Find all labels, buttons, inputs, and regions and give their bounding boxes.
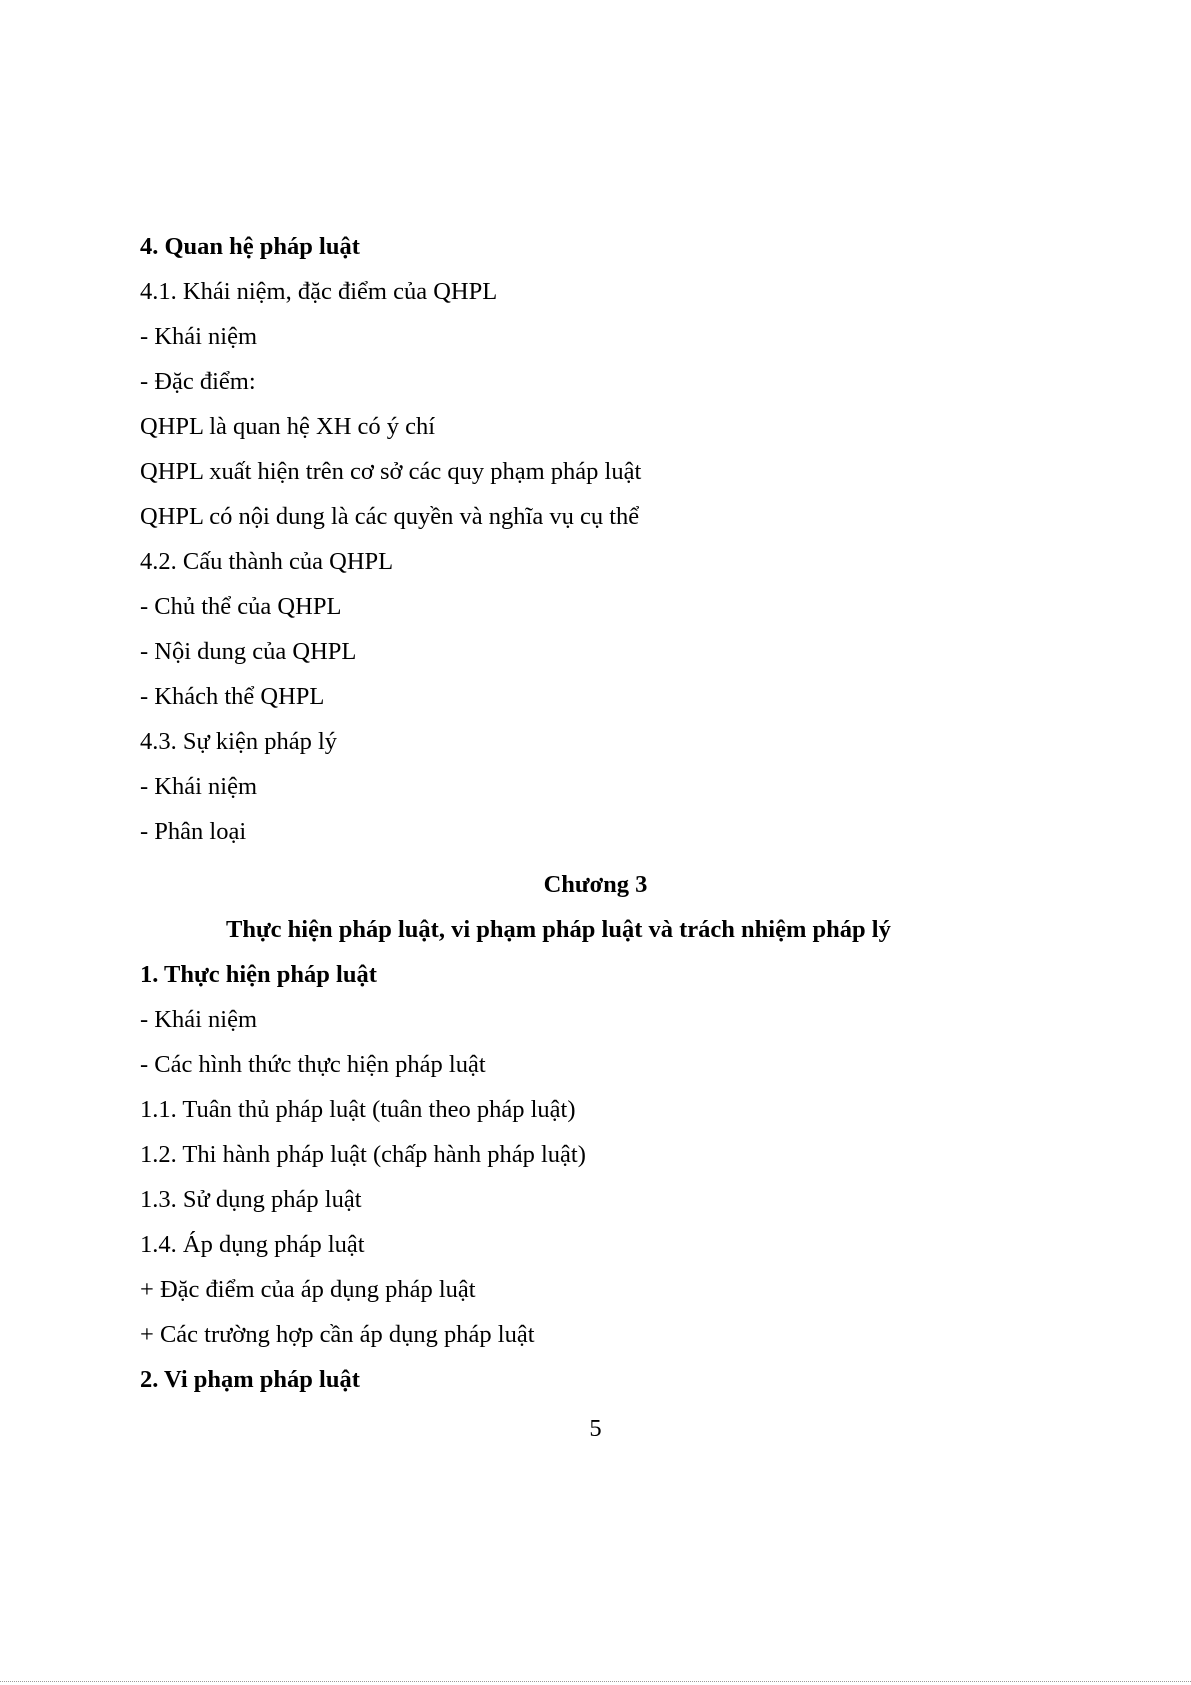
paragraph-line: QHPL có nội dung là các quyền và nghĩa vụ cụ thể (140, 503, 640, 530)
subsection-heading: 1.4. Áp dụng pháp luật (140, 1231, 365, 1258)
list-item: - Khái niệm (140, 773, 258, 800)
list-item: - Khách thể QHPL (140, 683, 325, 710)
list-item: - Nội dung của QHPL (140, 638, 357, 665)
section-heading: 4. Quan hệ pháp luật (140, 233, 360, 260)
chapter-heading: Chương 3 (543, 871, 648, 898)
list-item: - Các hình thức thực hiện pháp luật (140, 1051, 486, 1078)
section-heading: 2. Vi phạm pháp luật (140, 1366, 360, 1393)
chapter-title: Thực hiện pháp luật, vi phạm pháp luật và trách nhiệm pháp lý (226, 916, 891, 943)
subsection-heading: 1.3. Sử dụng pháp luật (140, 1186, 362, 1213)
list-item: - Chủ thể của QHPL (140, 593, 342, 620)
list-item: - Khái niệm (140, 1006, 258, 1033)
subsection-heading: 4.3. Sự kiện pháp lý (140, 728, 338, 755)
subsection-heading: 4.2. Cấu thành của QHPL (140, 548, 394, 575)
list-item: + Các trường hợp cần áp dụng pháp luật (140, 1321, 535, 1348)
list-item: - Đặc điểm: (140, 368, 256, 395)
subsection-heading: 4.1. Khái niệm, đặc điểm của QHPL (140, 278, 498, 305)
subsection-heading: 1.2. Thi hành pháp luật (chấp hành pháp luật) (140, 1141, 586, 1168)
subsection-heading: 1.1. Tuân thủ pháp luật (tuân theo pháp luật) (140, 1096, 576, 1123)
list-item: - Phân loại (140, 818, 247, 845)
list-item: - Khái niệm (140, 323, 258, 350)
section-heading: 1. Thực hiện pháp luật (140, 961, 377, 988)
page-bottom-divider (0, 1681, 1191, 1682)
page-number: 5 (589, 1415, 602, 1442)
paragraph-line: QHPL là quan hệ XH có ý chí (140, 413, 436, 440)
list-item: + Đặc điểm của áp dụng pháp luật (140, 1276, 476, 1303)
paragraph-line: QHPL xuất hiện trên cơ sở các quy phạm pháp luật (140, 458, 642, 485)
